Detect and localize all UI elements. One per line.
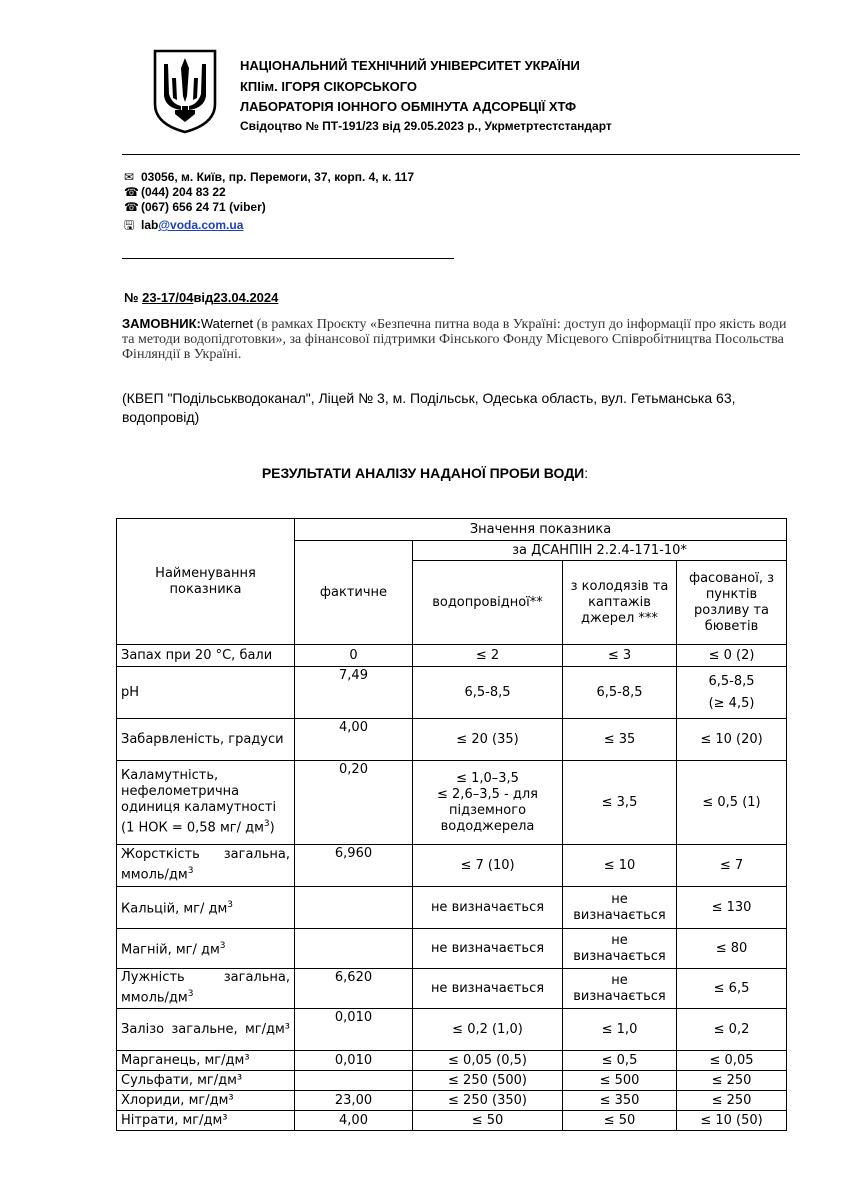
results-title-text: РЕЗУЛЬТАТИ АНАЛІЗУ НАДАНОЇ ПРОБИ ВОДИ xyxy=(261,465,585,481)
packed-value-2: (≥ 4,5) xyxy=(708,695,755,711)
cell-actual: 0,010 xyxy=(295,1009,413,1051)
cell-packed xyxy=(677,667,787,719)
cell-actual: 23,00 xyxy=(295,1091,413,1111)
cell-tap: ≤ 250 (350) xyxy=(413,1091,563,1111)
cell-well: 6,5-8,5 xyxy=(563,667,677,719)
cell-tap xyxy=(413,761,563,845)
cell-well: ≤ 1,0 xyxy=(563,1009,677,1051)
cell-packed: ≤ 80 xyxy=(677,929,787,969)
cell-packed: ≤ 0 (2) xyxy=(677,645,787,667)
header-parameter-name: Найменування показника xyxy=(117,519,295,645)
header-divider xyxy=(122,154,800,155)
table-row xyxy=(117,1009,787,1051)
packed-value: 6,5-8,5 xyxy=(708,673,755,689)
cell-actual: 4,00 xyxy=(295,1111,413,1131)
address-text: 03056, м. Київ, пр. Перемоги, 37, корп. 4, к. 117 xyxy=(141,170,414,184)
cell-actual: 6,620 xyxy=(295,969,413,1009)
cell-name: Залізо загальне, мг/дм³ xyxy=(117,1009,295,1051)
cell-tap: не визначається xyxy=(413,969,563,1009)
contact-address xyxy=(124,170,414,184)
table-row xyxy=(117,1071,787,1091)
doc-no-value: 23-17/04 xyxy=(142,290,194,305)
customer-name: Waternet xyxy=(200,316,254,331)
tap-value-2: ≤ 2,6–3,5 - для підземного вододжерела xyxy=(437,786,538,834)
cell-name xyxy=(117,969,295,1009)
cell-well: ≤ 0,5 xyxy=(563,1051,677,1071)
doc-date-label: від xyxy=(193,290,214,305)
coat-of-arms-emblem xyxy=(152,48,218,134)
email-prefix: lab xyxy=(141,218,159,232)
turbidity-name-end: ) xyxy=(269,820,275,836)
cell-name xyxy=(117,929,295,969)
cell-packed: ≤ 10 (20) xyxy=(677,719,787,761)
table-row xyxy=(117,719,787,761)
header-tap-water: водопровідної** xyxy=(413,561,563,645)
magnesium-name: Магній, мг/ дм xyxy=(121,942,220,958)
table-header-row xyxy=(117,519,787,541)
cell-tap: не визначається xyxy=(413,929,563,969)
institute-name: КПІім. ІГОРЯ СІКОРСЬКОГО xyxy=(240,79,418,94)
cell-well: не визначається xyxy=(563,887,677,929)
envelope-icon: ✉ xyxy=(124,170,135,184)
cell-actual xyxy=(295,1071,413,1091)
cell-tap: ≤ 0,2 (1,0) xyxy=(413,1009,563,1051)
header-packed-water: фасованої, з пунктів розливу та бюветів xyxy=(677,561,787,645)
phone-2-text: (067) 656 24 71 (viber) xyxy=(141,200,266,214)
table-row xyxy=(117,929,787,969)
cell-well: ≤ 10 xyxy=(563,845,677,887)
customer-paragraph xyxy=(122,316,788,362)
cell-name xyxy=(117,887,295,929)
cell-name: pH xyxy=(117,667,295,719)
cell-name xyxy=(117,761,295,845)
table-row xyxy=(117,887,787,929)
table-row xyxy=(117,667,787,719)
table-row xyxy=(117,1111,787,1131)
cell-actual: 0,20 xyxy=(295,761,413,845)
cell-actual: 0,010 xyxy=(295,1051,413,1071)
contacts-divider xyxy=(122,258,454,259)
cell-actual xyxy=(295,929,413,969)
sample-description: (КВЕП "Подільськводоканал", Ліцей № 3, м. Подільськ, Одеська область, вул. Гетьманська 63, водопровід) xyxy=(122,390,736,425)
cell-well: ≤ 500 xyxy=(563,1071,677,1091)
cell-actual: 4,00 xyxy=(295,719,413,761)
cell-name: Нітрати, мг/дм³ xyxy=(117,1111,295,1131)
results-table xyxy=(116,518,787,1131)
university-name: НАЦІОНАЛЬНИЙ ТЕХНІЧНИЙ УНІВЕРСИТЕТ УКРАЇНИ xyxy=(240,58,580,73)
cell-packed: ≤ 7 xyxy=(677,845,787,887)
table-row xyxy=(117,761,787,845)
customer-label: ЗАМОВНИК: xyxy=(122,316,201,331)
doc-no-label: № xyxy=(124,290,143,305)
cell-packed: ≤ 250 xyxy=(677,1091,787,1111)
cell-name: Забарвленість, градуси xyxy=(117,719,295,761)
cell-packed: ≤ 130 xyxy=(677,887,787,929)
laboratory-name: ЛАБОРАТОРІЯ ІОННОГО ОБМІНУТА АДСОРБЦІЇ ХТФ xyxy=(240,99,577,114)
cell-name: Марганець, мг/дм³ xyxy=(117,1051,295,1071)
superscript: 3 xyxy=(227,900,234,911)
contact-phone-1 xyxy=(124,185,226,199)
table-row xyxy=(117,845,787,887)
cell-actual: 0 xyxy=(295,645,413,667)
cell-well: ≤ 350 xyxy=(563,1091,677,1111)
cell-packed: ≤ 0,5 (1) xyxy=(677,761,787,845)
header-well-water: з колодязів та каптажів джерел *** xyxy=(563,561,677,645)
table-row xyxy=(117,645,787,667)
superscript: 3 xyxy=(263,819,270,830)
phone-icon: ☎ xyxy=(124,200,139,214)
header-value: Значення показника xyxy=(295,519,787,541)
save-disk-icon: 🖫 xyxy=(124,218,135,232)
alkalinity-name: Лужність загальна, ммоль/дм xyxy=(121,970,290,1006)
cell-actual: 7,49 xyxy=(295,667,413,719)
cell-tap: ≤ 0,05 (0,5) xyxy=(413,1051,563,1071)
cell-tap: 6,5-8,5 xyxy=(413,667,563,719)
cell-packed: ≤ 10 (50) xyxy=(677,1111,787,1131)
cell-name xyxy=(117,845,295,887)
cell-actual: 6,960 xyxy=(295,845,413,887)
results-title-colon: : xyxy=(584,465,589,481)
document-number xyxy=(124,290,278,305)
hardness-name: Жорсткість загальна, ммоль/дм xyxy=(121,847,290,883)
results-title xyxy=(0,465,850,481)
cell-well: ≤ 3 xyxy=(563,645,677,667)
contact-email xyxy=(124,216,243,237)
table-row xyxy=(117,969,787,1009)
cell-well: не визначається xyxy=(563,929,677,969)
superscript: 3 xyxy=(219,941,226,952)
cell-packed: ≤ 0,05 xyxy=(677,1051,787,1071)
cell-well: не визначається xyxy=(563,969,677,1009)
header-actual: фактичне xyxy=(295,541,413,645)
cell-packed: ≤ 250 xyxy=(677,1071,787,1091)
contact-phone-2 xyxy=(124,200,266,214)
cell-tap: ≤ 2 xyxy=(413,645,563,667)
table-row xyxy=(117,1091,787,1111)
cell-packed: ≤ 0,2 xyxy=(677,1009,787,1051)
cell-tap: не визначається xyxy=(413,887,563,929)
cell-tap: ≤ 20 (35) xyxy=(413,719,563,761)
turbidity-name: Каламутність, нефелометрична одиниця каламутності (1 НОК = 0,58 мг/ дм xyxy=(121,768,277,836)
cell-name: Запах при 20 °С, бали xyxy=(117,645,295,667)
cell-tap: ≤ 7 (10) xyxy=(413,845,563,887)
cell-actual xyxy=(295,887,413,929)
cell-packed: ≤ 6,5 xyxy=(677,969,787,1009)
phone-1-text: (044) 204 83 22 xyxy=(141,185,226,199)
cell-name: Сульфати, мг/дм³ xyxy=(117,1071,295,1091)
customer-text: (в рамках Проєкту «Безпечна питна вода в Україні: доступ до інформації про якість води та методи водопідготовки», за фінансової підтримки Фінського Фонду Місцевого Співробітництва Посольства Фінляндії в Україні. xyxy=(122,317,787,362)
certificate-line: Свідоцтво № ПТ-191/23 від 29.05.2023 р., Укрметртестстандарт xyxy=(240,119,612,133)
phone-icon: ☎ xyxy=(124,185,139,199)
tap-value: ≤ 1,0–3,5 xyxy=(456,770,519,786)
cell-tap: ≤ 50 xyxy=(413,1111,563,1131)
doc-date-value: 23.04.2024 xyxy=(213,290,279,305)
calcium-name: Кальцій, мг/ дм xyxy=(121,901,228,917)
email-link[interactable]: @voda.com.ua xyxy=(158,218,244,232)
cell-well: ≤ 3,5 xyxy=(563,761,677,845)
cell-well: ≤ 50 xyxy=(563,1111,677,1131)
cell-name: Хлориди, мг/дм³ xyxy=(117,1091,295,1111)
superscript: 3 xyxy=(187,989,194,1000)
cell-well: ≤ 35 xyxy=(563,719,677,761)
superscript: 3 xyxy=(187,866,194,877)
cell-tap: ≤ 250 (500) xyxy=(413,1071,563,1091)
header-norm: за ДСАНПІН 2.2.4-171-10* xyxy=(413,541,787,561)
table-row xyxy=(117,1051,787,1071)
